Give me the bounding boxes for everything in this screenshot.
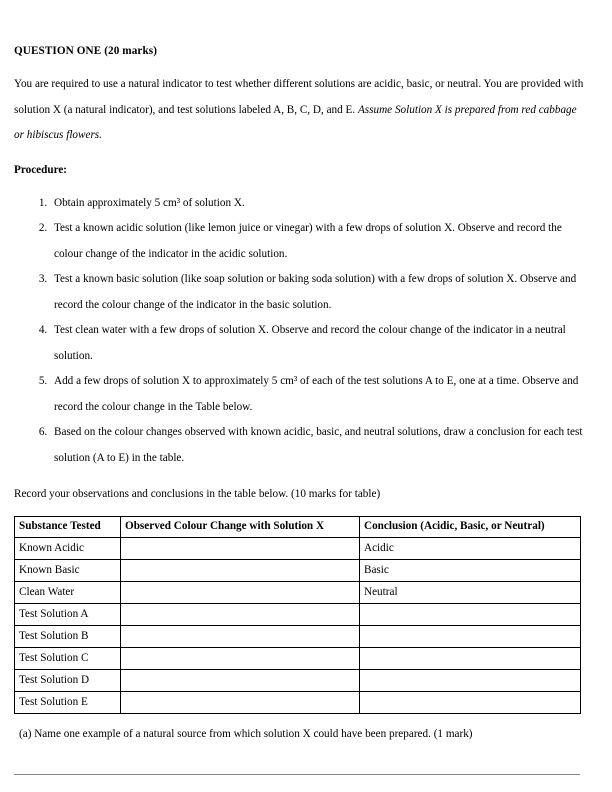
cell-observed-colour[interactable] [121,692,360,714]
cell-substance: Known Acidic [15,538,121,560]
cell-substance: Test Solution B [15,626,121,648]
cell-conclusion[interactable] [360,604,581,626]
table-row [15,560,581,582]
intro-plain-text: You are required to use a natural indicator to test whether different solutions are acidic, basic, or neutral. You are provided with solution X (a natural indicator), and test solutions labeled A, B, C, D, and E. [14,78,584,116]
column-header-observed-colour: Observed Colour Change with Solution X [121,517,360,538]
procedure-step: 5. Add a few drops of solution X to approximately 5 cm³ of each of the test solutions A to E, one at a time. Observe and record the colour change in the Table below. [50,369,586,420]
table-row [15,604,581,626]
cell-substance: Clean Water [15,582,121,604]
observations-table [14,516,581,714]
answer-line[interactable] [14,774,580,775]
intro-paragraph [14,72,586,149]
table-row [15,626,581,648]
column-header-conclusion: Conclusion (Acidic, Basic, or Neutral) [360,517,581,538]
cell-conclusion[interactable]: Basic [360,560,581,582]
intro-italic-text: Assume Solution X is prepared from red cabbage or hibiscus flowers. [14,103,577,141]
procedure-step: 1. Obtain approximately 5 cm³ of solution X. [50,191,586,217]
cell-observed-colour[interactable] [121,604,360,626]
procedure-step: 4. Test clean water with a few drops of solution X. Observe and record the colour change of the indicator in a neutral solution. [50,318,586,369]
procedure-step: 6. Based on the colour changes observed with known acidic, basic, and neutral solutions, draw a conclusion for each test solution (A to E) in the table. [50,420,586,471]
cell-observed-colour[interactable] [121,582,360,604]
table-row [15,692,581,714]
cell-observed-colour[interactable] [121,648,360,670]
table-row [15,538,581,560]
record-instruction: Record your observations and conclusions in the table below. (10 marks for table) [14,488,381,501]
table-header-row [15,517,581,538]
table-row [15,670,581,692]
cell-conclusion[interactable]: Acidic [360,538,581,560]
cell-conclusion[interactable] [360,692,581,714]
cell-conclusion[interactable] [360,648,581,670]
cell-conclusion[interactable]: Neutral [360,582,581,604]
cell-substance: Known Basic [15,560,121,582]
cell-substance: Test Solution E [15,692,121,714]
cell-substance: Test Solution A [15,604,121,626]
cell-substance: Test Solution C [15,648,121,670]
procedure-heading: Procedure: [14,163,68,176]
cell-observed-colour[interactable] [121,670,360,692]
procedure-list [14,191,586,472]
cell-observed-colour[interactable] [121,538,360,560]
cell-conclusion[interactable] [360,670,581,692]
cell-observed-colour[interactable] [121,626,360,648]
procedure-step: 3. Test a known basic solution (like soap solution or baking soda solution) with a few drops of solution X. Observe and record the colour change of the indicator in the basic solution. [50,267,586,318]
table-row [15,582,581,604]
cell-substance: Test Solution D [15,670,121,692]
column-header-substance: Substance Tested [15,517,121,538]
question-part-a: (a) Name one example of a natural source from which solution X could have been prepared. (1 mark) [19,728,473,740]
cell-conclusion[interactable] [360,626,581,648]
page-title: QUESTION ONE (20 marks) [14,45,158,57]
procedure-step: 2. Test a known acidic solution (like lemon juice or vinegar) with a few drops of solution X. Observe and record the colour change of the indicator in the acidic solution. [50,216,586,267]
cell-observed-colour[interactable] [121,560,360,582]
table-row [15,648,581,670]
